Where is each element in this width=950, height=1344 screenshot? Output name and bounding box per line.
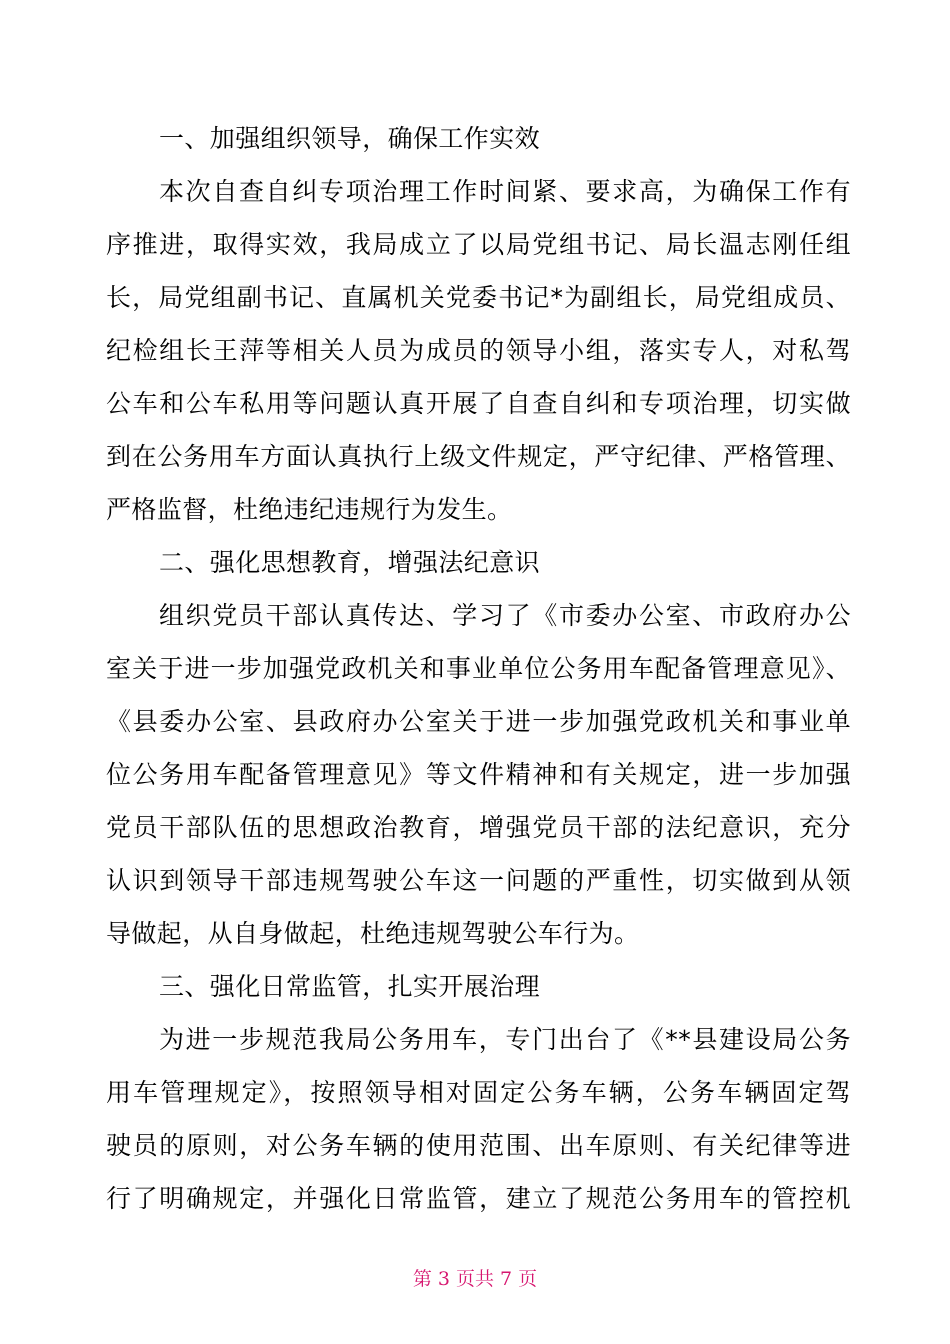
paragraph-line: 用车管理规定》，按照领导相对固定公务车辆，公务车辆固定驾 — [106, 1078, 851, 1107]
paragraph-line: 《县委办公室、县政府办公室关于进一步加强党政机关和事业单 — [106, 707, 851, 736]
paragraph-line: 序推进，取得实效，我局成立了以局党组书记、局长温志刚任组 — [106, 230, 851, 259]
paragraph-line: 党员干部队伍的思想政治教育，增强党员干部的法纪意识，充分 — [106, 813, 851, 842]
section-heading-2: 二、强化思想教育，增强法纪意识 — [159, 548, 541, 577]
paragraph-line: 为进一步规范我局公务用车，专门出台了《**县建设局公务 — [159, 1025, 851, 1054]
paragraph-line: 位公务用车配备管理意见》等文件精神和有关规定，进一步加强 — [106, 760, 851, 789]
paragraph-line: 认识到领导干部违规驾驶公车这一问题的严重性，切实做到从领 — [106, 866, 851, 895]
document-body — [106, 112, 851, 1225]
paragraph-line: 本次自查自纠专项治理工作时间紧、要求高，为确保工作有 — [159, 177, 851, 206]
paragraph-line: 组织党员干部认真传达、学习了《市委办公室、市政府办公 — [159, 601, 851, 630]
page-number-footer: 第 3 页共 7 页 — [412, 1268, 538, 1290]
paragraph-line: 严格监督，杜绝违纪违规行为发生。 — [106, 495, 513, 524]
paragraph-line: 室关于进一步加强党政机关和事业单位公务用车配备管理意见》、 — [106, 654, 851, 683]
paragraph-line: 公车和公车私用等问题认真开展了自查自纠和专项治理，切实做 — [106, 389, 851, 418]
paragraph-line: 导做起，从自身做起，杜绝违规驾驶公车行为。 — [106, 919, 640, 948]
section-heading-3: 三、强化日常监管，扎实开展治理 — [159, 972, 541, 1001]
section-heading-1: 一、加强组织领导，确保工作实效 — [159, 124, 541, 153]
paragraph-line: 长，局党组副书记、直属机关党委书记*为副组长，局党组成员、 — [106, 283, 851, 312]
paragraph-line: 行了明确规定，并强化日常监管，建立了规范公务用车的管控机 — [106, 1184, 851, 1213]
paragraph-line: 驶员的原则，对公务车辆的使用范围、出车原则、有关纪律等进 — [106, 1131, 851, 1160]
paragraph-line: 到在公务用车方面认真执行上级文件规定，严守纪律、严格管理、 — [106, 442, 851, 471]
paragraph-line: 纪检组长王萍等相关人员为成员的领导小组，落实专人，对私驾 — [106, 336, 851, 365]
